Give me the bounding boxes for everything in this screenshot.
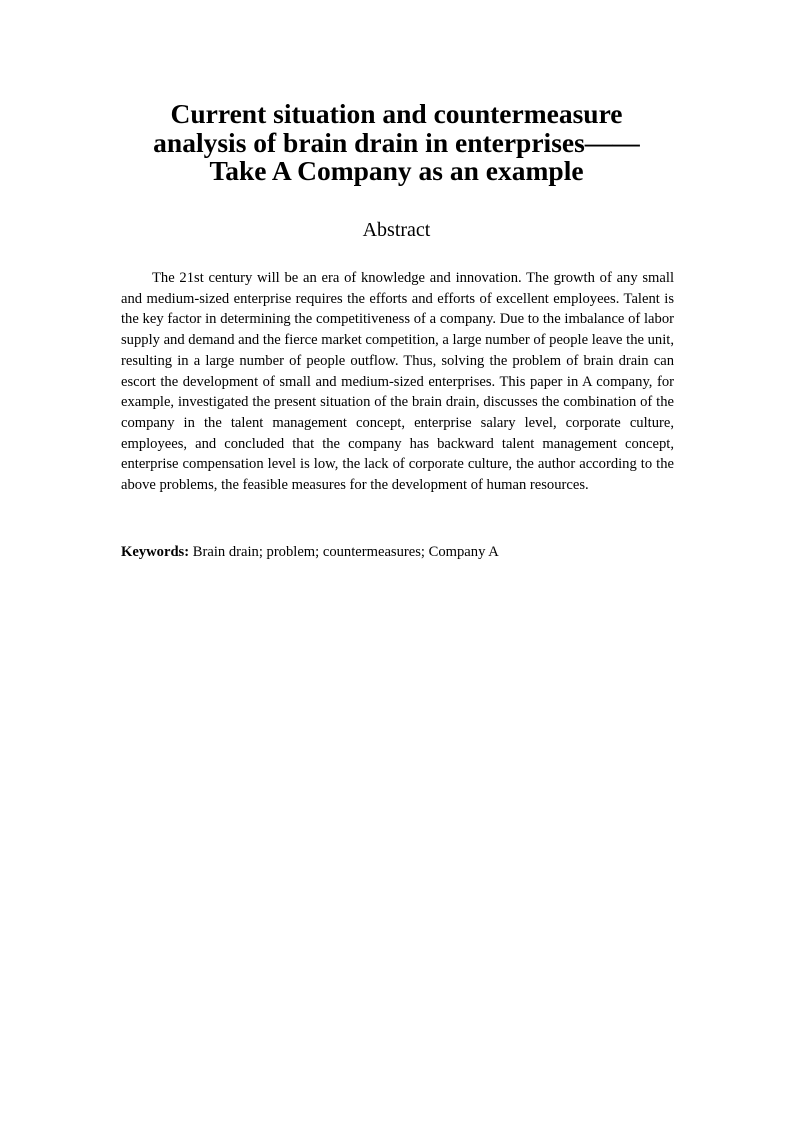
keywords-value: Brain drain; problem; countermeasures; Company A xyxy=(192,544,499,560)
title-line-1: Current situation and countermeasure xyxy=(170,98,623,129)
paper-title xyxy=(100,100,693,186)
keywords-line xyxy=(121,542,674,563)
title-line-3: Take A Company as an example xyxy=(209,155,584,186)
abstract-body: The 21st century will be an era of knowledge and innovation. The growth of any small and medium-sized enterprise requires the efforts and efforts of excellent employees. Talent is the key factor in determining the competitiveness of a company. Due to the imbalance of labor supply and demand and the fierce market competition, a large number of people leave the unit, resulting in a large number of people outflow. Thus, solving the problem of brain drain can escort the development of small and medium-sized enterprises. This paper in A company, for example, investigated the present situation of the brain drain, discusses the combination of the company in the talent management concept, enterprise salary level, corporate culture, employees, and concluded that the company has backward talent management concept, enterprise compensation level is low, the lack of corporate culture, the author according to the above problems, the feasible measures for the development of human resources. xyxy=(121,270,674,494)
keywords-label: Keywords: xyxy=(121,544,190,560)
abstract-heading: Abstract xyxy=(362,219,431,241)
title-line-2: analysis of brain drain in enterprises—— xyxy=(153,126,640,158)
